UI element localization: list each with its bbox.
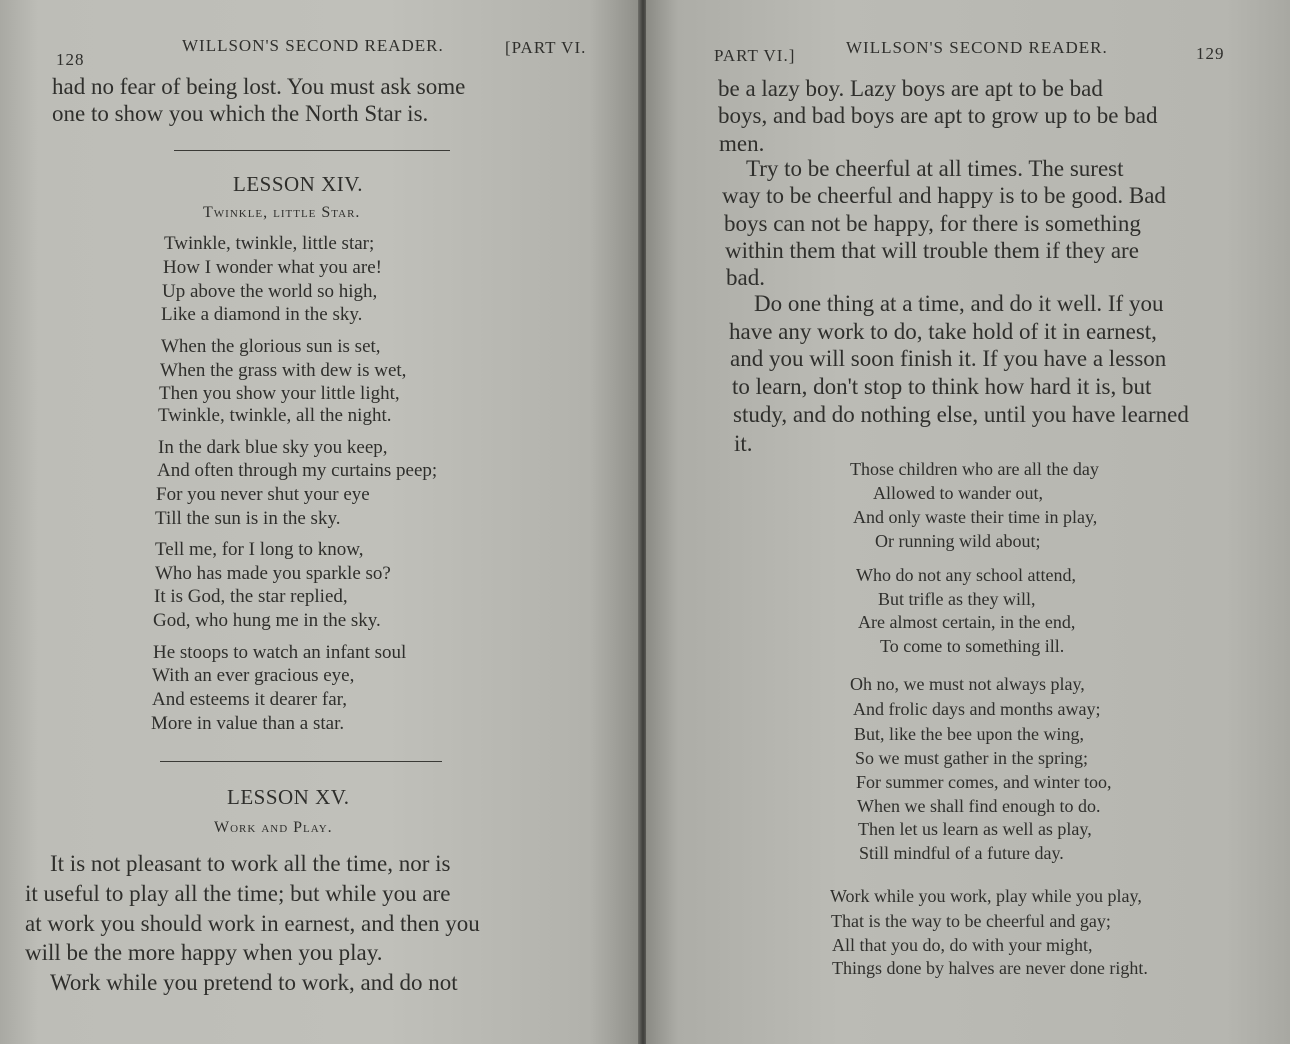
prose-line: within them that will trouble them if they are	[725, 238, 1139, 263]
poem-line: God, who hung me in the sky.	[153, 610, 381, 631]
poem-line: For you never shut your eye	[156, 484, 370, 505]
prose-line: Try to be cheerful at all times. The surest	[746, 156, 1124, 181]
prose-line: it useful to play all the time; but while you are	[25, 881, 451, 906]
prose-line: be a lazy boy. Lazy boys are apt to be bad	[718, 76, 1103, 101]
poem-line: When the grass with dew is wet,	[160, 360, 407, 381]
prose-line: and you will soon finish it. If you have a lesson	[730, 346, 1167, 371]
prose-line: It is not pleasant to work all the time, nor is	[50, 851, 451, 876]
poem-line: Up above the world so high,	[162, 281, 378, 302]
poem-line: But trifle as they will,	[878, 589, 1036, 609]
left-page	[0, 0, 640, 1044]
prose-line: it.	[734, 431, 753, 456]
prose-line: boys, and bad boys are apt to grow up to be bad	[718, 103, 1158, 128]
poem-line: Are almost certain, in the end,	[858, 612, 1076, 632]
poem-line: But, like the bee upon the wing,	[854, 724, 1084, 744]
prose-line: Do one thing at a time, and do it well. If you	[754, 291, 1164, 316]
poem-line: That is the way to be cheerful and gay;	[831, 911, 1111, 931]
prose-line: men.	[719, 131, 765, 156]
part-label: [PART VI.	[505, 38, 587, 57]
prose-line: bad.	[726, 265, 765, 290]
poem-line: Then you show your little light,	[159, 383, 400, 404]
prose-line: will be the more happy when you play.	[25, 940, 383, 965]
part-label: PART VI.]	[714, 46, 796, 65]
poem-line: Things done by halves are never done right.	[832, 958, 1148, 978]
poem-line: Who do not any school attend,	[856, 565, 1076, 585]
prose-line: way to be cheerful and happy is to be good. Bad	[722, 183, 1166, 208]
poem-line: Tell me, for I long to know,	[155, 539, 364, 560]
poem-line: Work while you work, play while you play,	[830, 886, 1142, 906]
poem-line: Oh no, we must not always play,	[850, 674, 1085, 694]
poem-line: With an ever gracious eye,	[152, 665, 355, 686]
poem-line: So we must gather in the spring;	[855, 748, 1088, 768]
poem-line: All that you do, do with your might,	[832, 935, 1093, 955]
running-head: WILLSON'S SECOND READER.	[846, 38, 1108, 57]
poem-line: Or running wild about;	[875, 531, 1041, 551]
lesson-title: LESSON XIV.	[233, 172, 363, 196]
prose-line: at work you should work in earnest, and then you	[25, 911, 480, 936]
poem-line: Those children who are all the day	[850, 459, 1099, 479]
poem-line: When we shall find enough to do.	[857, 796, 1101, 816]
poem-line: It is God, the star replied,	[154, 586, 348, 607]
prose-line: had no fear of being lost. You must ask some	[52, 74, 466, 99]
section-divider	[160, 761, 442, 762]
section-divider	[174, 150, 450, 151]
poem-line: Twinkle, twinkle, all the night.	[158, 405, 392, 426]
poem-line: For summer comes, and winter too,	[856, 772, 1112, 792]
right-page	[646, 0, 1290, 1044]
poem-line: Till the sun is in the sky.	[155, 508, 341, 529]
poem-line: And only waste their time in play,	[853, 507, 1098, 527]
prose-line: study, and do nothing else, until you have learned	[733, 402, 1189, 427]
poem-line: He stoops to watch an infant soul	[153, 642, 407, 663]
page-number: 128	[56, 50, 85, 69]
page-number: 129	[1196, 44, 1225, 63]
prose-line: boys can not be happy, for there is something	[724, 211, 1141, 236]
poem-line: In the dark blue sky you keep,	[158, 437, 388, 458]
poem-line: Still mindful of a future day.	[859, 843, 1064, 863]
prose-line: to learn, don't stop to think how hard it is, but	[732, 374, 1152, 399]
poem-line: Who has made you sparkle so?	[155, 563, 391, 584]
lesson-subtitle: Work and Play.	[214, 819, 333, 836]
poem-line: When the glorious sun is set,	[161, 336, 381, 357]
poem-line: To come to something ill.	[880, 636, 1065, 656]
poem-line: How I wonder what you are!	[163, 257, 382, 278]
prose-line: have any work to do, take hold of it in earnest,	[729, 319, 1157, 344]
poem-line: Then let us learn as well as play,	[858, 819, 1092, 839]
lesson-title: LESSON XV.	[227, 785, 350, 809]
poem-line: Like a diamond in the sky.	[161, 304, 363, 325]
poem-line: And often through my curtains peep;	[157, 460, 438, 481]
poem-line: And esteems it dearer far,	[152, 689, 347, 710]
poem-line: More in value than a star.	[151, 713, 345, 734]
prose-line: Work while you pretend to work, and do not	[50, 970, 458, 995]
running-head: WILLSON'S SECOND READER.	[182, 36, 444, 55]
prose-line: one to show you which the North Star is.	[52, 101, 429, 126]
lesson-subtitle: Twinkle, little Star.	[203, 204, 361, 221]
poem-line: Twinkle, twinkle, little star;	[164, 233, 375, 254]
poem-line: Allowed to wander out,	[873, 483, 1043, 503]
poem-line: And frolic days and months away;	[853, 699, 1101, 719]
